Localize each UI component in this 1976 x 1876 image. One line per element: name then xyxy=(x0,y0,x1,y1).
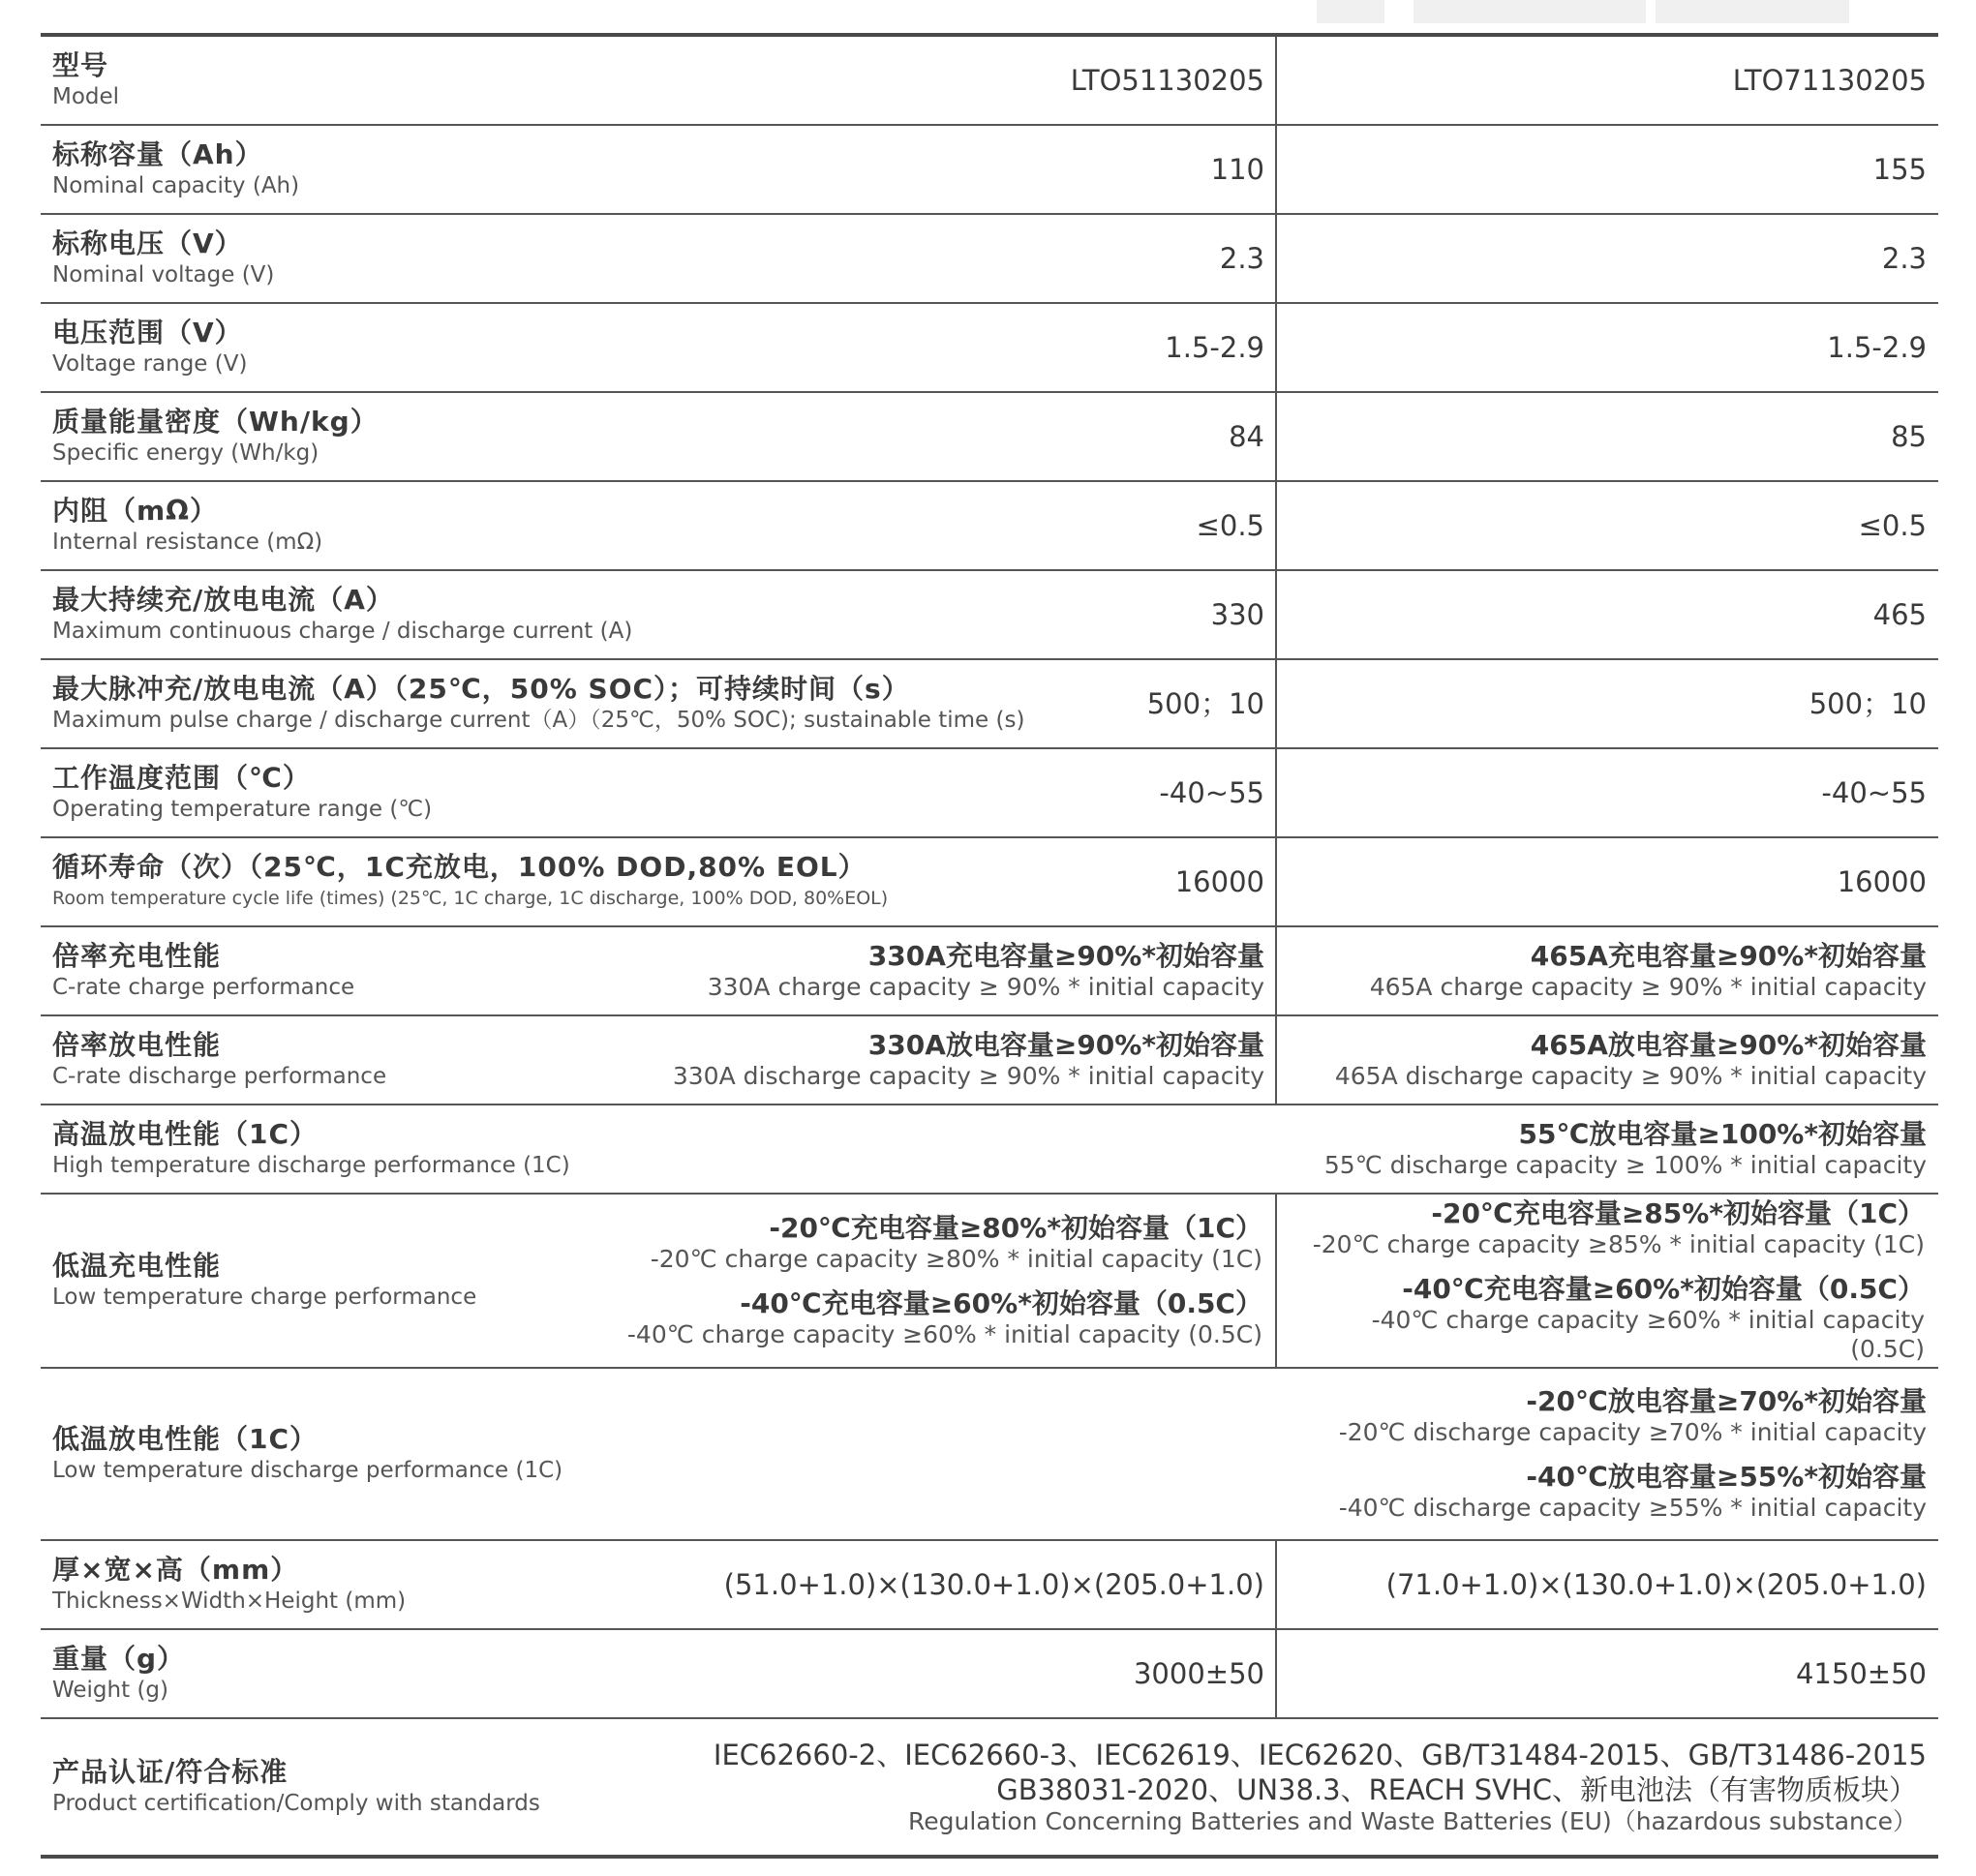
row-label-zh: 厚×宽×高（mm） xyxy=(52,1554,299,1586)
row-high-temp-discharge xyxy=(41,1105,1938,1195)
value-col1-zh: 330A放电容量≥90%*初始容量 xyxy=(867,1029,1264,1061)
value-col2: -40~55 xyxy=(1821,776,1927,809)
row-label-en: Low temperature charge performance xyxy=(52,1285,477,1310)
value-col2-en: -20℃ charge capacity ≥85% * initial capacity (1C) xyxy=(1312,1230,1925,1258)
column-divider xyxy=(1275,660,1277,747)
row-label-en: Weight (g) xyxy=(52,1678,168,1703)
value-col1-en: -20℃ charge capacity ≥80% * initial capacity (1C) xyxy=(650,1245,1262,1273)
value-col1: (51.0+1.0)×(130.0+1.0)×(205.0+1.0) xyxy=(723,1568,1264,1601)
value-col1: 110 xyxy=(1210,153,1264,186)
row-model xyxy=(41,37,1938,126)
row-specific-energy xyxy=(41,393,1938,482)
value-col1: 500；10 xyxy=(1146,687,1264,720)
row-label-zh: 内阻（mΩ） xyxy=(52,495,218,527)
row-label-en: Specific energy (Wh/kg) xyxy=(52,440,319,466)
value-col1: 3000±50 xyxy=(1133,1657,1264,1690)
row-label-en: Nominal capacity (Ah) xyxy=(52,173,300,198)
row-cycle-life xyxy=(41,838,1938,927)
value-merged-en: -20℃ discharge capacity ≥70% * initial capacity xyxy=(1338,1418,1927,1446)
row-nominal-voltage xyxy=(41,215,1938,304)
column-divider xyxy=(1275,215,1277,302)
value-col2: 1.5-2.9 xyxy=(1827,331,1927,364)
row-dimensions xyxy=(41,1541,1938,1630)
row-label-en: Low temperature discharge performance (1C) xyxy=(52,1458,563,1483)
row-label-en: Internal resistance (mΩ) xyxy=(52,530,323,555)
value-col2: 85 xyxy=(1891,420,1927,453)
value-col1-en: 330A charge capacity ≥ 90% * initial capacity xyxy=(707,973,1264,1001)
value-col2: LTO71130205 xyxy=(1732,64,1927,97)
standards-line: GB38031-2020、UN38.3、REACH SVHC、新电池法（有害物质板块） xyxy=(996,1773,1917,1806)
column-divider xyxy=(1275,1630,1277,1717)
table-bottom-rule xyxy=(41,1855,1938,1859)
row-max-pulse-current xyxy=(41,660,1938,749)
row-label-zh: 循环寿命（次）（25℃，1C充放电，100% DOD,80% EOL） xyxy=(52,851,866,883)
value-merged-zh: -40℃放电容量≥55%*初始容量 xyxy=(1526,1461,1927,1493)
row-label-en: Operating temperature range (℃) xyxy=(52,797,433,822)
row-label-zh: 倍率放电性能 xyxy=(52,1029,222,1061)
value-merged-zh: 55℃放电容量≥100%*初始容量 xyxy=(1518,1118,1927,1150)
row-label-en: Voltage range (V) xyxy=(52,351,248,377)
value-merged-zh: -20℃放电容量≥70%*初始容量 xyxy=(1526,1385,1927,1417)
row-label-zh: 标称电压（V） xyxy=(52,227,243,259)
row-label-zh: 重量（g） xyxy=(52,1643,186,1675)
value-col2-zh: 465A放电容量≥90%*初始容量 xyxy=(1530,1029,1927,1061)
column-divider xyxy=(1275,126,1277,213)
row-label-en: C-rate discharge performance xyxy=(52,1064,387,1089)
column-divider xyxy=(1275,571,1277,658)
value-col1: 330 xyxy=(1210,598,1264,631)
row-operating-temperature xyxy=(41,749,1938,838)
value-col1-en: 330A discharge capacity ≥ 90% * initial capacity xyxy=(672,1062,1264,1090)
row-label-zh: 倍率充电性能 xyxy=(52,940,222,972)
row-label-zh: 最大脉冲充/放电电流（A）（25℃，50% SOC）；可持续时间（s） xyxy=(52,673,910,705)
row-label-zh: 工作温度范围（℃） xyxy=(52,762,311,794)
row-label-zh: 标称容量（Ah） xyxy=(52,138,263,170)
row-c-rate-charge xyxy=(41,927,1938,1016)
column-divider xyxy=(1275,927,1277,1014)
column-divider xyxy=(1275,37,1277,124)
row-label-zh: 最大持续充/放电电流（A） xyxy=(52,584,394,616)
column-divider xyxy=(1275,393,1277,480)
column-divider xyxy=(1275,1016,1277,1104)
spec-table xyxy=(41,33,1938,1859)
row-label-zh: 型号 xyxy=(52,49,109,81)
value-col1-zh: 330A充电容量≥90%*初始容量 xyxy=(867,940,1264,972)
row-certification xyxy=(41,1719,1938,1855)
row-low-temp-charge xyxy=(41,1195,1938,1369)
row-voltage-range xyxy=(41,304,1938,393)
row-label-en: High temperature discharge performance (1C) xyxy=(52,1153,570,1178)
column-divider xyxy=(1275,1541,1277,1628)
row-low-temp-discharge xyxy=(41,1369,1938,1541)
value-col1: 16000 xyxy=(1174,865,1264,898)
value-col2-en: 465A discharge capacity ≥ 90% * initial capacity xyxy=(1334,1062,1927,1090)
row-c-rate-discharge xyxy=(41,1016,1938,1105)
column-divider xyxy=(1275,482,1277,569)
row-label-en: Maximum continuous charge / discharge current (A) xyxy=(52,619,633,644)
row-label-en: Model xyxy=(52,84,120,109)
column-divider xyxy=(1275,1195,1277,1367)
row-label-en: Product certification/Comply with standards xyxy=(52,1791,540,1816)
value-col1: LTO51130205 xyxy=(1070,64,1264,97)
standards-line: IEC62660-2、IEC62660-3、IEC62619、IEC62620、GB/T31484-2015、GB/T31486-2015 xyxy=(713,1739,1927,1771)
value-col2-zh: 465A充电容量≥90%*初始容量 xyxy=(1530,940,1927,972)
row-label-en: Room temperature cycle life (times) (25℃, 1C charge, 1C discharge, 100% DOD, 80%EOL) xyxy=(52,888,889,909)
value-col1-zh: -20℃充电容量≥80%*初始容量（1C） xyxy=(769,1212,1262,1244)
value-col2: 465 xyxy=(1872,598,1927,631)
row-weight xyxy=(41,1630,1938,1719)
column-divider xyxy=(1275,749,1277,836)
column-divider xyxy=(1275,304,1277,391)
row-label-zh: 质量能量密度（Wh/kg） xyxy=(52,406,379,438)
value-col2-zh: -20℃充电容量≥85%*初始容量（1C） xyxy=(1431,1197,1925,1229)
row-max-continuous-current xyxy=(41,571,1938,660)
row-label-zh: 高温放电性能（1C） xyxy=(52,1118,319,1150)
standards-note: Regulation Concerning Batteries and Waste Batteries (EU)（hazardous substance） xyxy=(908,1807,1917,1835)
row-label-zh: 低温放电性能（1C） xyxy=(52,1423,319,1455)
value-merged-en: 55℃ discharge capacity ≥ 100% * initial capacity xyxy=(1323,1151,1927,1179)
value-col1-en: -40℃ charge capacity ≥60% * initial capacity (0.5C) xyxy=(626,1320,1262,1348)
value-col2: ≤0.5 xyxy=(1858,509,1927,542)
row-label-en: Nominal voltage (V) xyxy=(52,262,275,287)
value-col2: 2.3 xyxy=(1881,242,1927,275)
value-col2-en: 465A charge capacity ≥ 90% * initial capacity xyxy=(1369,973,1927,1001)
row-internal-resistance xyxy=(41,482,1938,571)
value-col2: 16000 xyxy=(1837,865,1927,898)
row-label-en: C-rate charge performance xyxy=(52,975,355,1000)
column-divider xyxy=(1275,838,1277,925)
value-col1: 2.3 xyxy=(1219,242,1264,275)
value-col1: ≤0.5 xyxy=(1196,509,1264,542)
value-col2-zh: -40℃充电容量≥60%*初始容量（0.5C） xyxy=(1402,1273,1925,1305)
value-col2: 4150±50 xyxy=(1795,1657,1927,1690)
value-col1-zh: -40℃充电容量≥60%*初始容量（0.5C） xyxy=(740,1287,1262,1319)
value-col2: 155 xyxy=(1872,153,1927,186)
value-col2: 500；10 xyxy=(1809,687,1927,720)
value-merged-en: -40℃ discharge capacity ≥55% * initial capacity xyxy=(1338,1494,1927,1522)
value-col1: 84 xyxy=(1229,420,1264,453)
row-label-zh: 电压范围（V） xyxy=(52,317,243,348)
value-col1: -40~55 xyxy=(1159,776,1264,809)
value-col2-en: -40℃ charge capacity ≥60% * initial capacity (0.5C) xyxy=(1371,1306,1925,1363)
value-col2: (71.0+1.0)×(130.0+1.0)×(205.0+1.0) xyxy=(1385,1568,1927,1601)
row-label-zh: 产品认证/符合标准 xyxy=(52,1756,289,1788)
row-nominal-capacity xyxy=(41,126,1938,215)
row-label-zh: 低温充电性能 xyxy=(52,1250,222,1282)
row-label-en: Thickness×Width×Height (mm) xyxy=(52,1589,407,1614)
value-col1: 1.5-2.9 xyxy=(1165,331,1264,364)
row-label-en: Maximum pulse charge / discharge current（A）（25℃，50% SOC); sustainable time (s) xyxy=(52,708,1025,733)
